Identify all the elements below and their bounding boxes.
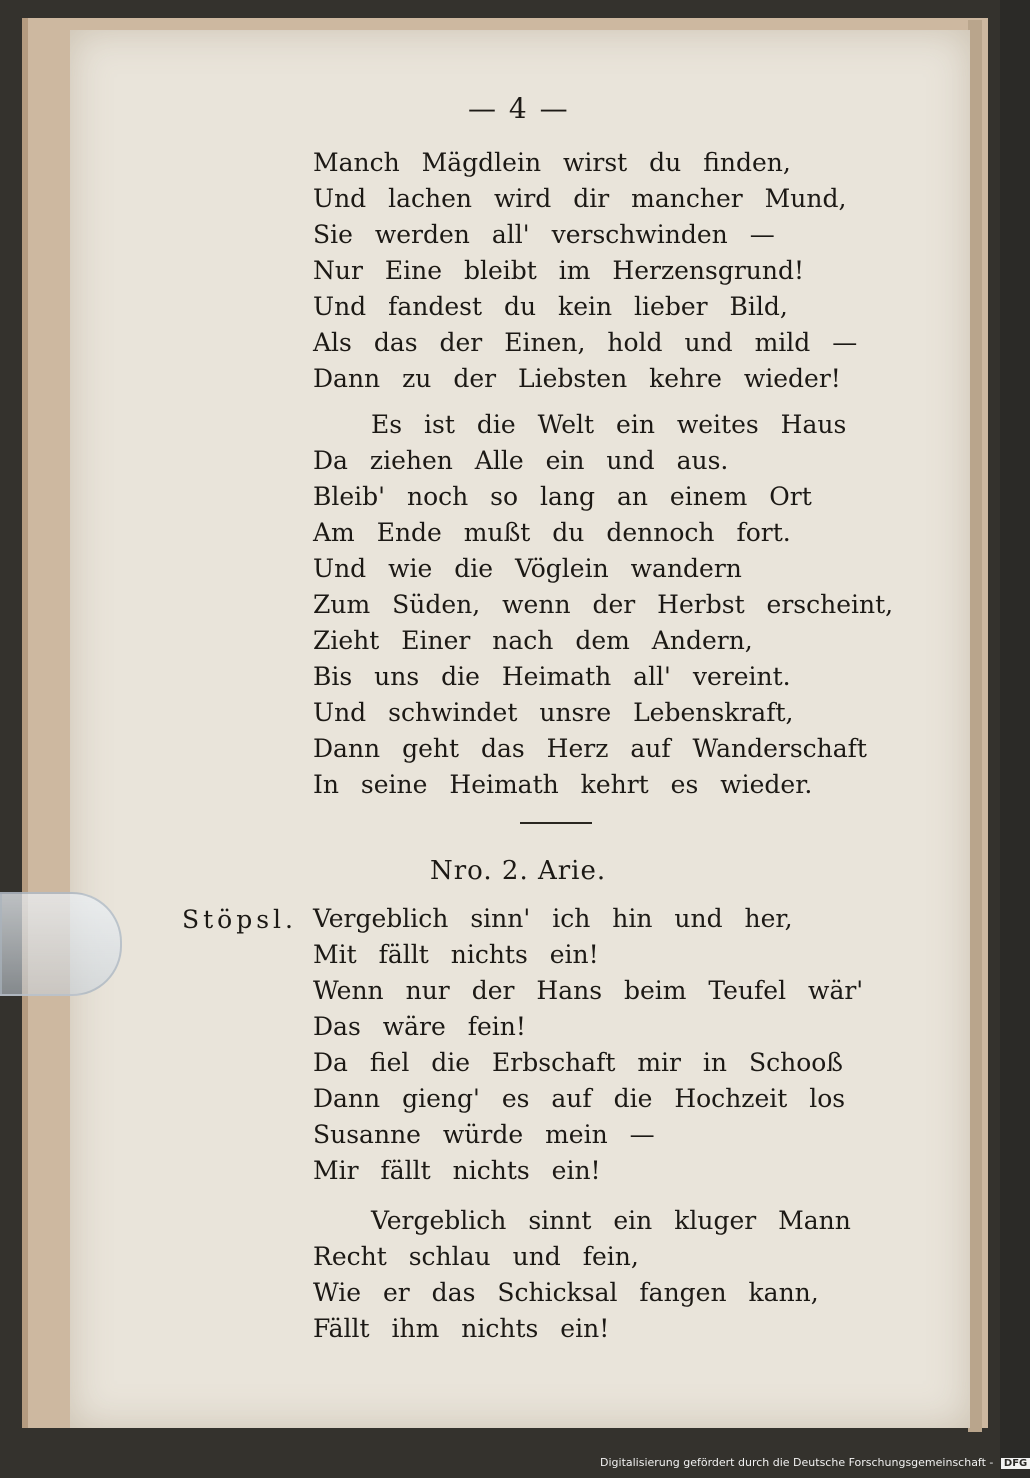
verse-line: Dann gieng' es auf die Hochzeit los bbox=[313, 1084, 846, 1113]
verse-line: Und schwindet unsre Lebenskraft, bbox=[313, 698, 794, 727]
page-clip bbox=[0, 892, 122, 996]
footer-text: Digitalisierung gefördert durch die Deutsche Forschungsgemeinschaft - bbox=[600, 1456, 994, 1469]
verse-line: Dann zu der Liebsten kehre wieder! bbox=[313, 364, 841, 393]
verse-line: Da fiel die Erbschaft mir in Schooß bbox=[313, 1048, 844, 1077]
verse-line: Manch Mägdlein wirst du finden, bbox=[313, 148, 791, 177]
verse-line: Recht schlau und fein, bbox=[313, 1242, 639, 1271]
verse-line: Wenn nur der Hans beim Teufel wär' bbox=[313, 976, 864, 1005]
verse-line: Wie er das Schicksal fangen kann, bbox=[313, 1278, 819, 1307]
verse-line: Fällt ihm nichts ein! bbox=[313, 1314, 610, 1343]
verse-line: Als das der Einen, hold und mild — bbox=[313, 328, 858, 357]
verse-line: Bis uns die Heimath all' vereint. bbox=[313, 662, 791, 691]
verse-line: Da ziehen Alle ein und aus. bbox=[313, 446, 729, 475]
verse-line: Am Ende mußt du dennoch fort. bbox=[313, 518, 791, 547]
verse-line: Susanne würde mein — bbox=[313, 1120, 655, 1149]
verse-line: Mit fällt nichts ein! bbox=[313, 940, 599, 969]
verse-line: Vergeblich sinn' ich hin und her, bbox=[313, 904, 793, 933]
verse-line: Und lachen wird dir mancher Mund, bbox=[313, 184, 847, 213]
verse-line: Das wäre fein! bbox=[313, 1012, 526, 1041]
verse-line: Nur Eine bleibt im Herzensgrund! bbox=[313, 256, 805, 285]
speaker-name: Stöpsl. bbox=[182, 905, 297, 934]
verse-line: Und fandest du kein lieber Bild, bbox=[313, 292, 788, 321]
page-number: — 4 — bbox=[468, 92, 570, 125]
verse-line: Es ist die Welt ein weites Haus bbox=[371, 410, 847, 439]
verse-line: Vergeblich sinnt ein kluger Mann bbox=[371, 1206, 851, 1235]
verse-line: Zum Süden, wenn der Herbst erscheint, bbox=[313, 590, 894, 619]
dfg-logo: DFG bbox=[1001, 1458, 1030, 1469]
verse-line: Mir fällt nichts ein! bbox=[313, 1156, 601, 1185]
verse-line: Und wie die Vöglein wandern bbox=[313, 554, 742, 583]
verse-line: Sie werden all' verschwinden — bbox=[313, 220, 775, 249]
section-divider bbox=[520, 822, 592, 824]
verse-line: Dann geht das Herz auf Wanderschaft bbox=[313, 734, 867, 763]
footer-credit bbox=[600, 1456, 1030, 1469]
verse-line: Bleib' noch so lang an einem Ort bbox=[313, 482, 812, 511]
section-heading: Nro. 2. Arie. bbox=[430, 856, 607, 886]
page-edge bbox=[968, 20, 982, 1432]
verse-line: Zieht Einer nach dem Andern, bbox=[313, 626, 753, 655]
verse-line: In seine Heimath kehrt es wieder. bbox=[313, 770, 813, 799]
